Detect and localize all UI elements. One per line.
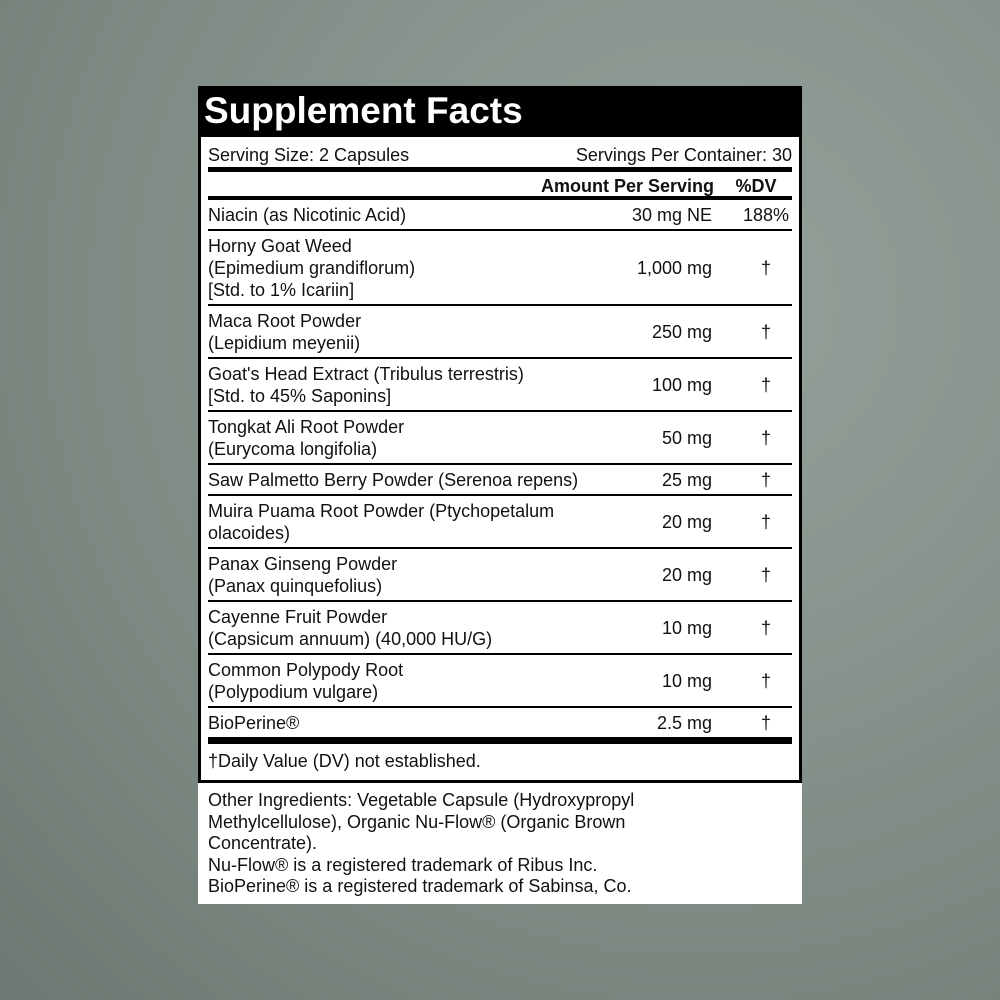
- ingredient-amount: 1,000 mg: [636, 258, 712, 278]
- ingredient-name: [208, 500, 582, 544]
- ingredient-dv: †: [760, 671, 771, 691]
- ingredient-name-line: (Epimedium grandiflorum): [208, 258, 416, 278]
- ingredient-name-line: [Std. to 1% Icariin]: [208, 280, 355, 300]
- amount-header: Amount Per Serving: [540, 176, 714, 196]
- ingredient-name: [208, 235, 582, 301]
- ingredient-amount: 50 mg: [661, 428, 712, 448]
- table-row: [208, 602, 792, 655]
- other-ingredients-line: Other Ingredients: Vegetable Capsule (Hydroxypropyl: [208, 790, 635, 810]
- ingredient-name-line: olacoides): [208, 523, 291, 543]
- ingredient-amount: 25 mg: [661, 470, 712, 490]
- ingredient-dv: †: [760, 470, 771, 490]
- table-row: [208, 231, 792, 306]
- ingredient-name: [208, 712, 582, 734]
- ingredient-amount: 2.5 mg: [656, 713, 712, 733]
- ingredient-name: [208, 469, 582, 491]
- ingredient-amount: 20 mg: [661, 512, 712, 532]
- dv-header: %DV: [735, 176, 777, 196]
- table-row: [208, 655, 792, 708]
- ingredient-table: [208, 200, 792, 744]
- servings-per-container: Servings Per Container: 30: [575, 145, 792, 165]
- ingredient-amount: 30 mg NE: [631, 205, 712, 225]
- column-header: [208, 172, 792, 200]
- ingredient-amount: 100 mg: [651, 375, 712, 395]
- facts-box: [198, 86, 802, 783]
- ingredient-dv: 188%: [742, 205, 790, 225]
- table-row: [208, 306, 792, 359]
- footnote: †Daily Value (DV) not established.: [208, 751, 481, 771]
- table-row: [208, 412, 792, 465]
- serving-size: Serving Size: 2 Capsules: [208, 145, 410, 165]
- table-row: [208, 200, 792, 231]
- ingredient-dv: †: [760, 428, 771, 448]
- ingredient-name: [208, 310, 582, 354]
- ingredient-dv: †: [760, 512, 771, 532]
- ingredient-name-line: BioPerine®: [208, 713, 300, 733]
- ingredient-amount: 10 mg: [661, 618, 712, 638]
- ingredient-name-line: Horny Goat Weed: [208, 236, 352, 256]
- table-row: [208, 359, 792, 412]
- ingredient-name: [208, 606, 582, 650]
- ingredient-name-line: (Capsicum annuum) (40,000 HU/G): [208, 629, 493, 649]
- ingredient-amount: 20 mg: [661, 565, 712, 585]
- table-row: [208, 549, 792, 602]
- ingredient-name-line: Tongkat Ali Root Powder: [208, 417, 405, 437]
- ingredient-name-line: Panax Ginseng Powder: [208, 554, 398, 574]
- other-ingredients-line: Concentrate).: [208, 833, 318, 853]
- ingredient-dv: †: [760, 375, 771, 395]
- ingredient-name-line: (Polypodium vulgare): [208, 682, 379, 702]
- ingredient-name: [208, 659, 582, 703]
- ingredient-name-line: [Std. to 45% Saponins]: [208, 386, 392, 406]
- other-ingredients-line: BioPerine® is a registered trademark of Sabinsa, Co.: [208, 876, 632, 896]
- ingredient-name-line: (Panax quinquefolius): [208, 576, 383, 596]
- ingredient-dv: †: [760, 258, 771, 278]
- other-ingredients: [198, 783, 802, 904]
- ingredient-dv: †: [760, 618, 771, 638]
- panel-title: Supplement Facts: [198, 86, 802, 137]
- ingredient-dv: †: [760, 322, 771, 342]
- ingredient-name-line: Saw Palmetto Berry Powder (Serenoa repens): [208, 470, 579, 490]
- ingredient-name-line: Goat's Head Extract (Tribulus terrestris): [208, 364, 524, 384]
- ingredient-name: [208, 416, 582, 460]
- ingredient-name-line: Niacin (as Nicotinic Acid): [208, 205, 407, 225]
- table-row: [208, 465, 792, 496]
- ingredient-dv: †: [760, 713, 771, 733]
- ingredient-name-line: (Eurycoma longifolia): [208, 439, 378, 459]
- table-row: [208, 708, 792, 744]
- other-ingredients-line: Nu-Flow® is a registered trademark of Ribus Inc.: [208, 854, 598, 875]
- table-row: [208, 496, 792, 549]
- serving-info: [208, 137, 792, 172]
- ingredient-name: [208, 363, 582, 407]
- ingredient-name-line: Muira Puama Root Powder (Ptychopetalum: [208, 501, 555, 521]
- ingredient-name-line: (Lepidium meyenii): [208, 333, 361, 353]
- ingredient-dv: †: [760, 565, 771, 585]
- ingredient-name: [208, 204, 582, 226]
- ingredient-amount: 250 mg: [651, 322, 712, 342]
- ingredient-name-line: Cayenne Fruit Powder: [208, 607, 388, 627]
- other-ingredients-line: Methylcellulose), Organic Nu-Flow® (Organic Brown: [208, 811, 626, 832]
- supplement-facts-panel: [198, 86, 802, 904]
- ingredient-name-line: Common Polypody Root: [208, 660, 404, 680]
- ingredient-name-line: Maca Root Powder: [208, 311, 362, 331]
- ingredient-amount: 10 mg: [661, 671, 712, 691]
- ingredient-name: [208, 553, 582, 597]
